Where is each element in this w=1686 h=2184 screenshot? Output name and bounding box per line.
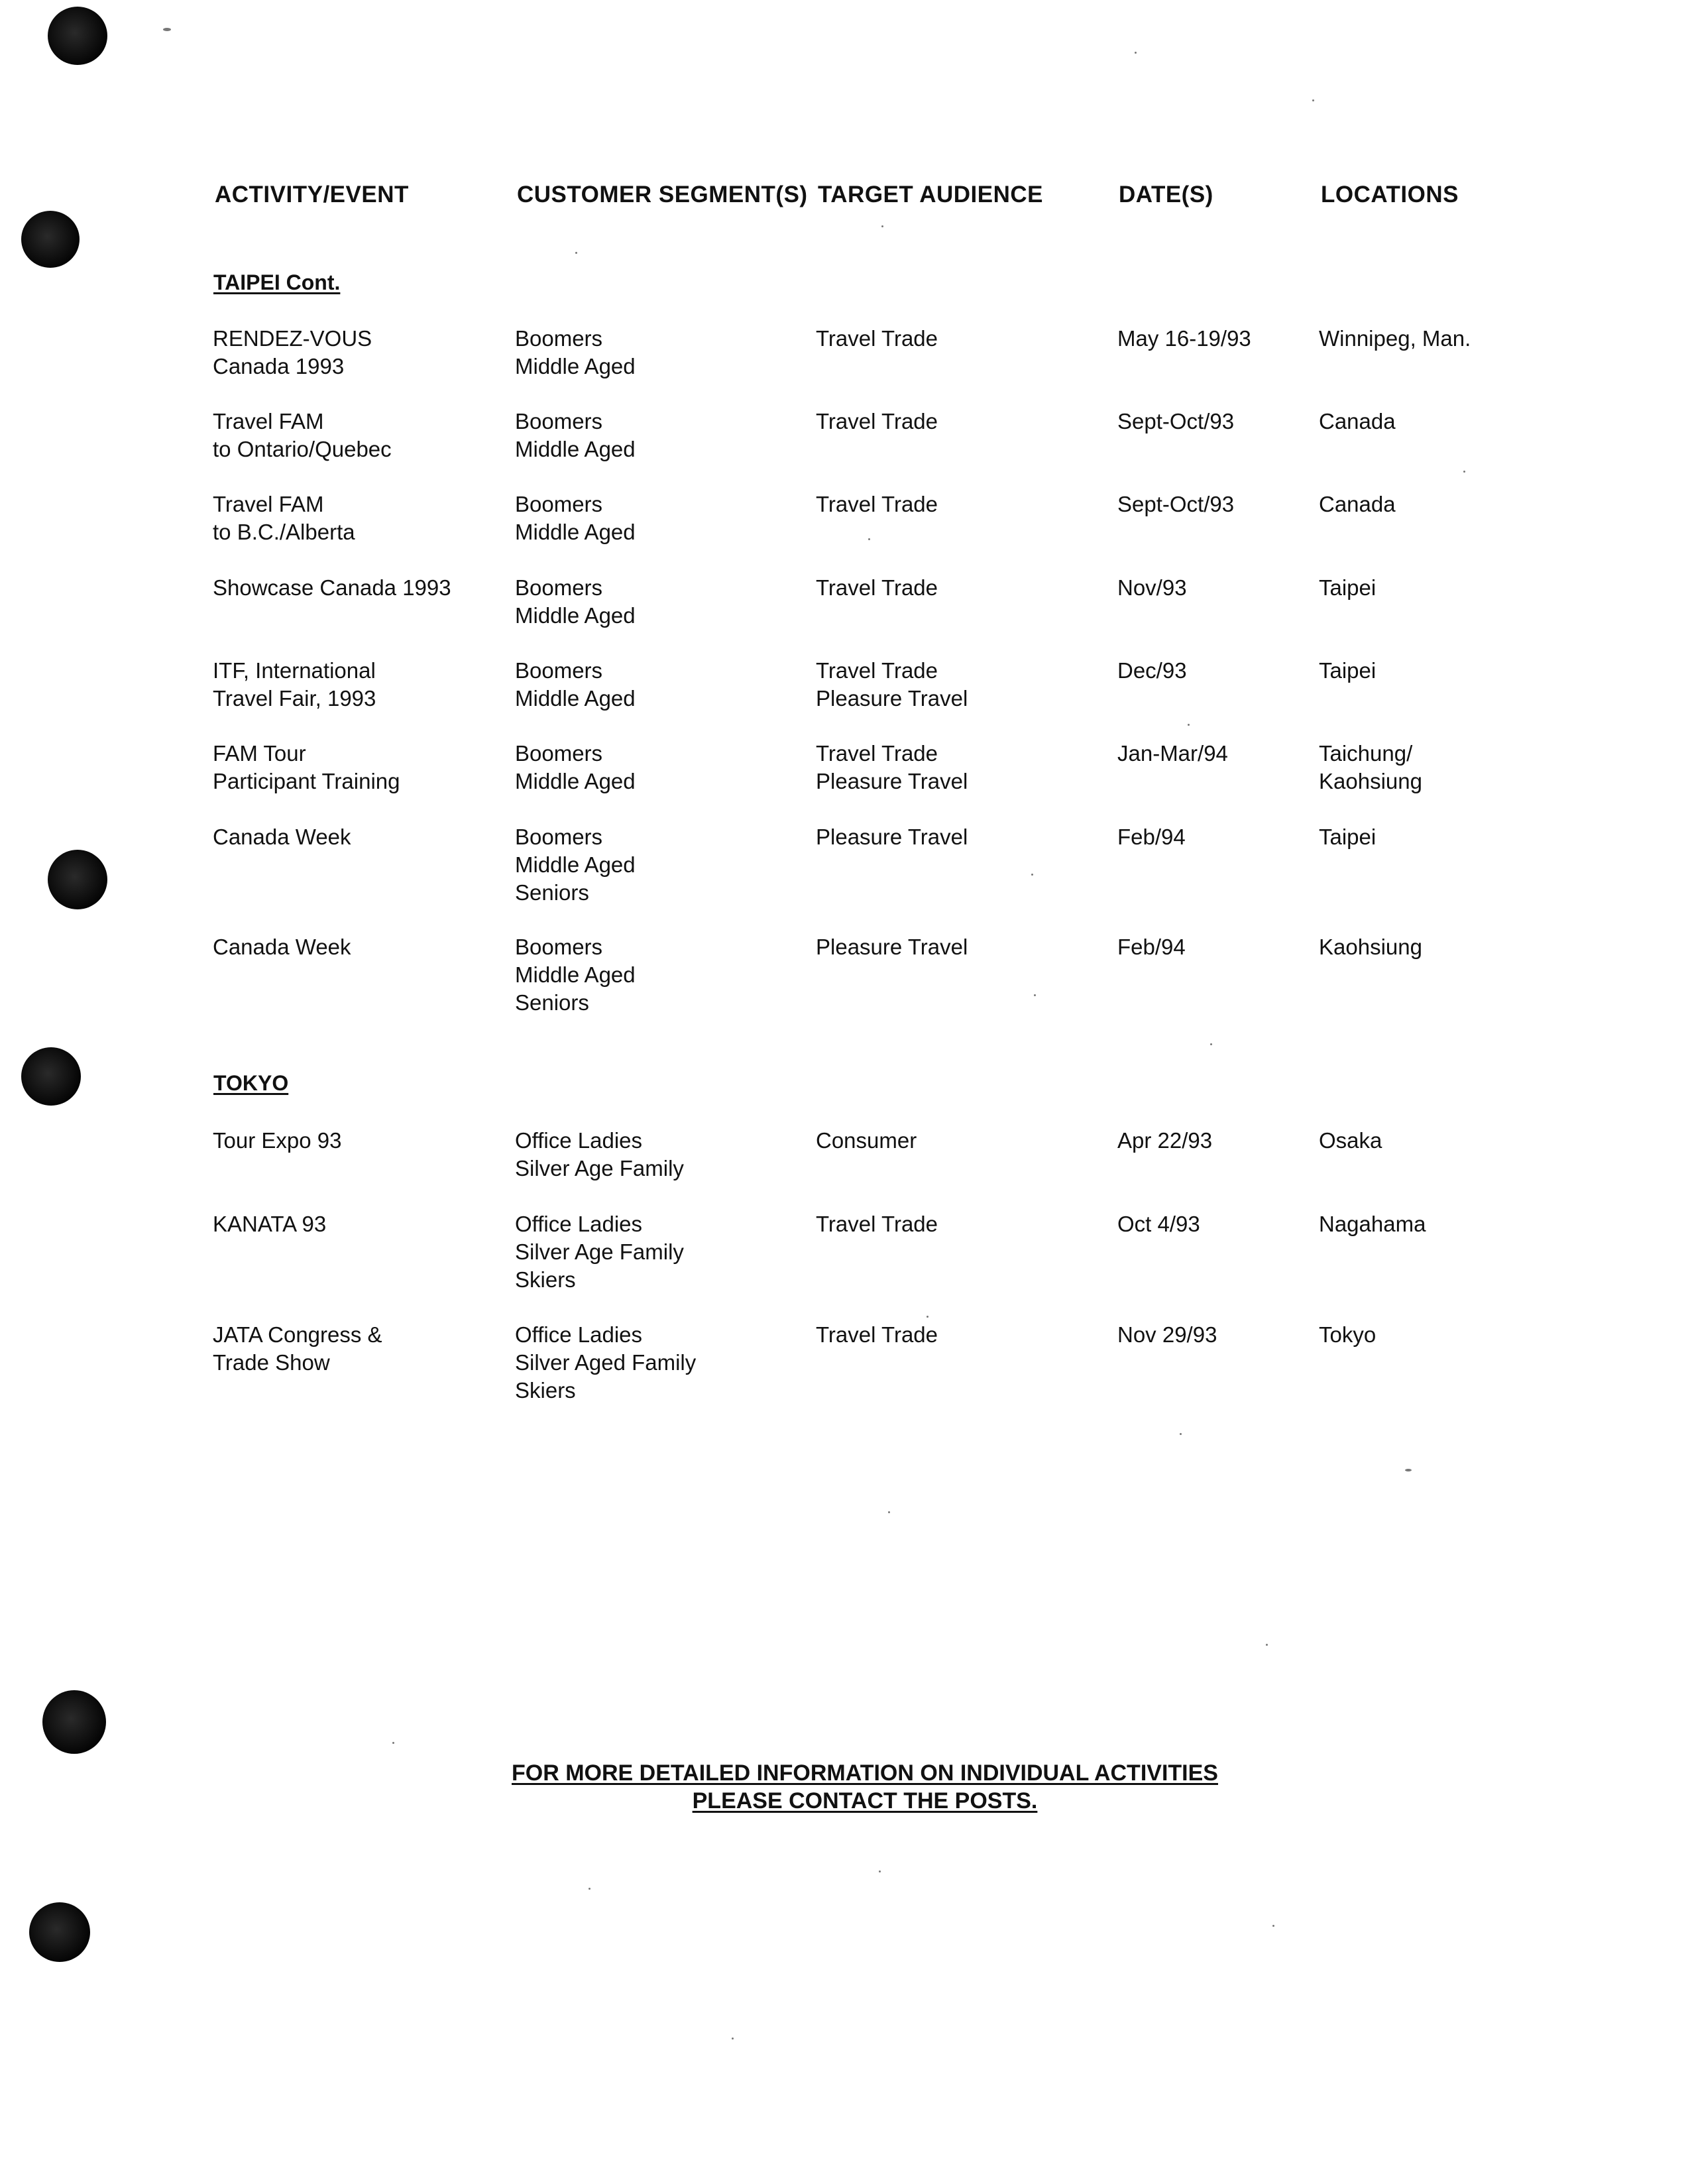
cell-segments <box>515 933 636 1017</box>
cell-line: Silver Age Family <box>515 1239 684 1264</box>
scan-speck <box>1188 724 1190 726</box>
cell-activity <box>213 823 351 851</box>
cell-line: Oct 4/93 <box>1117 1212 1200 1236</box>
scan-speck <box>163 28 171 31</box>
cell-line: Travel Trade <box>816 409 938 433</box>
scan-speck <box>888 1511 890 1513</box>
cell-audience <box>816 574 938 602</box>
cell-segments <box>515 823 636 907</box>
cell-line: Middle Aged <box>515 520 636 544</box>
cell-line: Tour Expo 93 <box>213 1128 342 1153</box>
cell-activity <box>213 657 376 713</box>
cell-audience <box>816 823 968 851</box>
cell-audience <box>816 1127 917 1155</box>
cell-locations <box>1319 574 1376 602</box>
column-header-audience: TARGET AUDIENCE <box>818 182 1043 207</box>
scan-speck <box>392 1742 394 1744</box>
cell-locations <box>1319 933 1422 961</box>
cell-line: Silver Aged Family <box>515 1350 697 1375</box>
cell-line: Travel Trade <box>816 1322 938 1347</box>
cell-segments <box>515 1127 684 1182</box>
cell-activity <box>213 1321 382 1377</box>
cell-line: Boomers <box>515 326 603 351</box>
column-header-locations: LOCATIONS <box>1321 182 1459 207</box>
cell-line: Office Ladies <box>515 1322 643 1347</box>
scan-speck <box>879 1870 881 1872</box>
cell-dates <box>1117 740 1228 768</box>
cell-segments <box>515 490 636 546</box>
scan-speck <box>1405 1469 1412 1471</box>
cell-line: Middle Aged <box>515 437 636 461</box>
cell-line: Middle Aged <box>515 962 636 987</box>
cell-line: Canada 1993 <box>213 354 345 378</box>
cell-line: Jan-Mar/94 <box>1117 741 1228 766</box>
cell-locations <box>1319 1210 1426 1238</box>
punch-hole <box>21 211 80 268</box>
cell-line: Boomers <box>515 575 603 600</box>
column-header-segments: CUSTOMER SEGMENT(S) <box>517 182 808 207</box>
cell-line: Nov/93 <box>1117 575 1187 600</box>
scan-speck <box>575 252 577 254</box>
cell-line: Trade Show <box>213 1350 330 1375</box>
cell-activity <box>213 490 355 546</box>
scan-speck <box>589 1888 590 1890</box>
cell-line: JATA Congress & <box>213 1322 382 1347</box>
scan-speck <box>1463 471 1465 473</box>
cell-activity <box>213 574 451 602</box>
cell-line: Boomers <box>515 658 603 683</box>
column-header-dates: DATE(S) <box>1119 182 1213 207</box>
scan-speck <box>1266 1644 1268 1646</box>
scan-speck <box>868 538 870 540</box>
cell-audience <box>816 1321 938 1349</box>
cell-segments <box>515 325 636 380</box>
scan-speck <box>1031 874 1033 876</box>
cell-activity <box>213 1210 326 1238</box>
cell-audience <box>816 1210 938 1238</box>
cell-line: Canada Week <box>213 935 351 959</box>
cell-segments <box>515 574 636 630</box>
cell-dates <box>1117 408 1234 435</box>
cell-line: Kaohsiung <box>1319 769 1422 793</box>
cell-activity <box>213 1127 341 1155</box>
punch-hole <box>48 7 107 65</box>
scan-speck <box>1180 1433 1182 1435</box>
cell-line: Travel Trade <box>816 575 938 600</box>
cell-line: Nov 29/93 <box>1117 1322 1217 1347</box>
cell-line: Participant Training <box>213 769 400 793</box>
cell-dates <box>1117 574 1187 602</box>
cell-line: Middle Aged <box>515 354 636 378</box>
cell-dates <box>1117 1321 1217 1349</box>
cell-line: Sept-Oct/93 <box>1117 409 1235 433</box>
cell-line: Boomers <box>515 741 603 766</box>
cell-line: KANATA 93 <box>213 1212 327 1236</box>
cell-line: Boomers <box>515 409 603 433</box>
cell-line: ITF, International <box>213 658 376 683</box>
cell-line: Seniors <box>515 990 589 1015</box>
scan-speck <box>732 2038 734 2040</box>
cell-line: Boomers <box>515 935 603 959</box>
cell-line: Taipei <box>1319 825 1377 849</box>
cell-line: Travel Fair, 1993 <box>213 686 376 711</box>
cell-line: Middle Aged <box>515 686 636 711</box>
cell-line: Tokyo <box>1319 1322 1377 1347</box>
cell-line: Canada <box>1319 492 1396 516</box>
cell-line: Kaohsiung <box>1319 935 1422 959</box>
section-title-taipei: TAIPEI Cont. <box>213 270 341 294</box>
cell-line: Pleasure Travel <box>816 825 968 849</box>
cell-line: Apr 22/93 <box>1117 1128 1213 1153</box>
cell-line: Office Ladies <box>515 1128 643 1153</box>
scan-speck <box>881 225 883 227</box>
cell-line: Middle Aged <box>515 603 636 628</box>
cell-line: Taichung/ <box>1319 741 1413 766</box>
cell-locations <box>1319 740 1422 795</box>
cell-locations <box>1319 408 1396 435</box>
cell-line: RENDEZ-VOUS <box>213 326 372 351</box>
column-header-activity: ACTIVITY/EVENT <box>215 182 409 207</box>
scan-speck <box>1210 1043 1212 1045</box>
cell-line: Pleasure Travel <box>816 686 968 711</box>
cell-line: Pleasure Travel <box>816 935 968 959</box>
cell-line: Silver Age Family <box>515 1156 684 1180</box>
cell-line: Canada <box>1319 409 1396 433</box>
cell-dates <box>1117 657 1187 685</box>
cell-line: May 16-19/93 <box>1117 326 1251 351</box>
footer-note <box>464 1759 1266 1815</box>
cell-locations <box>1319 823 1376 851</box>
cell-line: Dec/93 <box>1117 658 1187 683</box>
punch-hole <box>42 1690 106 1754</box>
section-title-tokyo: TOKYO <box>213 1071 289 1095</box>
cell-locations <box>1319 1127 1382 1155</box>
cell-segments <box>515 1321 696 1405</box>
cell-audience <box>816 657 968 713</box>
cell-locations <box>1319 1321 1376 1349</box>
cell-line: Seniors <box>515 880 589 905</box>
cell-segments <box>515 657 636 713</box>
cell-line: Travel Trade <box>816 492 938 516</box>
cell-line: FAM Tour <box>213 741 306 766</box>
cell-dates <box>1117 823 1186 851</box>
cell-dates <box>1117 325 1251 353</box>
scan-speck <box>927 1316 928 1318</box>
cell-audience <box>816 933 968 961</box>
cell-line: Skiers <box>515 1267 576 1292</box>
scan-speck <box>1135 52 1137 54</box>
cell-locations <box>1319 657 1376 685</box>
cell-dates <box>1117 933 1186 961</box>
cell-dates <box>1117 490 1234 518</box>
cell-audience <box>816 740 968 795</box>
footer-line-1: FOR MORE DETAILED INFORMATION ON INDIVIDUAL ACTIVITIES <box>512 1760 1218 1786</box>
punch-hole <box>48 850 107 909</box>
cell-line: Boomers <box>515 492 603 516</box>
scan-speck <box>1034 994 1036 996</box>
cell-activity <box>213 325 372 380</box>
punch-hole <box>21 1047 81 1106</box>
cell-locations <box>1319 325 1471 353</box>
cell-line: Taipei <box>1319 658 1377 683</box>
cell-audience <box>816 490 938 518</box>
cell-segments <box>515 740 636 795</box>
cell-line: Showcase Canada 1993 <box>213 575 451 600</box>
cell-line: Travel FAM <box>213 409 324 433</box>
cell-line: Canada Week <box>213 825 351 849</box>
cell-segments <box>515 1210 684 1294</box>
cell-line: Nagahama <box>1319 1212 1426 1236</box>
cell-line: Travel FAM <box>213 492 324 516</box>
scan-speck <box>1312 99 1314 101</box>
cell-line: Feb/94 <box>1117 935 1186 959</box>
cell-line: Skiers <box>515 1378 576 1403</box>
cell-line: Travel Trade <box>816 658 938 683</box>
footer-line-2: PLEASE CONTACT THE POSTS. <box>692 1788 1038 1813</box>
cell-line: Travel Trade <box>816 1212 938 1236</box>
cell-locations <box>1319 490 1396 518</box>
cell-activity <box>213 933 351 961</box>
punch-hole <box>29 1902 90 1962</box>
cell-activity <box>213 740 400 795</box>
cell-line: Consumer <box>816 1128 917 1153</box>
cell-line: Middle Aged <box>515 769 636 793</box>
cell-line: Feb/94 <box>1117 825 1186 849</box>
cell-activity <box>213 408 392 463</box>
cell-audience <box>816 408 938 435</box>
cell-line: Sept-Oct/93 <box>1117 492 1235 516</box>
cell-line: Pleasure Travel <box>816 769 968 793</box>
cell-line: to Ontario/Quebec <box>213 437 392 461</box>
cell-line: to B.C./Alberta <box>213 520 355 544</box>
cell-segments <box>515 408 636 463</box>
cell-audience <box>816 325 938 353</box>
cell-line: Winnipeg, Man. <box>1319 326 1471 351</box>
cell-dates <box>1117 1127 1212 1155</box>
cell-line: Middle Aged <box>515 852 636 877</box>
cell-line: Travel Trade <box>816 741 938 766</box>
scan-speck <box>1272 1925 1274 1927</box>
cell-line: Office Ladies <box>515 1212 643 1236</box>
cell-line: Travel Trade <box>816 326 938 351</box>
cell-line: Boomers <box>515 825 603 849</box>
cell-dates <box>1117 1210 1200 1238</box>
cell-line: Taipei <box>1319 575 1377 600</box>
cell-line: Osaka <box>1319 1128 1382 1153</box>
